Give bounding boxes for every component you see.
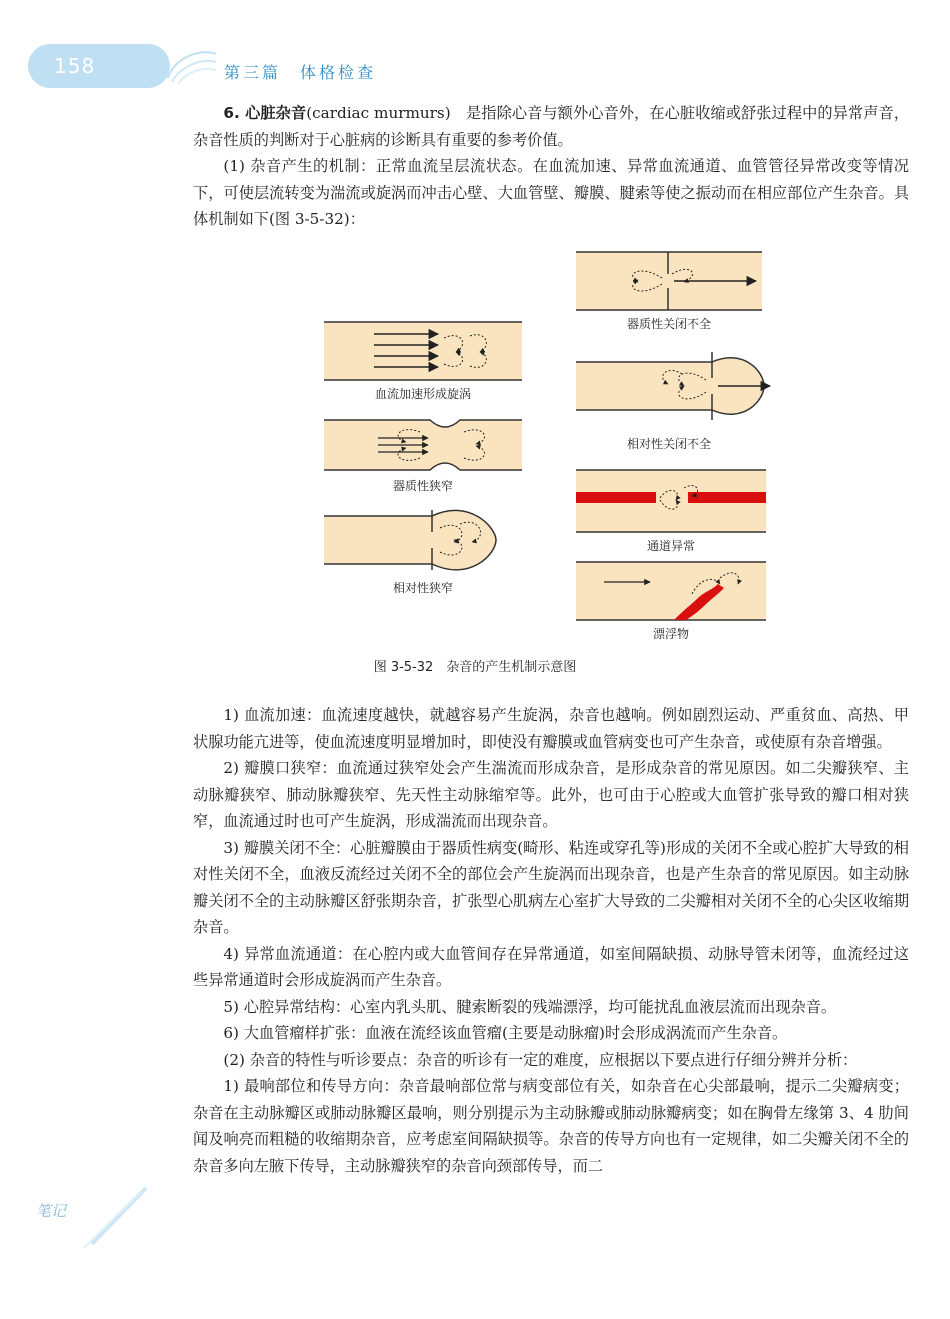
list-item: 3) 瓣膜关闭不全：心脏瓣膜由于器质性病变(畸形、粘连或穿孔等)形成的关闭不全或心腔扩大导致的相对性关闭不全，血液反流经过关闭不全的部位会产生旋涡而出现杂音，也是产生杂音的常见原因。如主动脉瓣关闭不全的主动脉瓣区舒张期杂音，扩张型心肌病左心室扩大导致的二尖瓣相对关闭不全的心尖区收缩期杂音。 — [193, 838, 909, 936]
notes-label: 笔记 — [36, 1202, 67, 1220]
list-item: (2) 杂音的特性与听诊要点：杂音的听诊有一定的难度，应根据以下要点进行仔细分辨并分析： — [223, 1050, 858, 1069]
list-item: 1) 血流加速：血流速度越快，就越容易产生旋涡，杂音也越响。例如剧烈运动、严重贫血、高热、甲状腺功能亢进等，使血流速度明显增加时，即使没有瓣膜或血管病变也可产生杂音，或使原有杂音增强。 — [193, 706, 909, 751]
list-item: 5) 心腔异常结构：心室内乳头肌、腱索断裂的残端漂浮，均可能扰乱血液层流而出现杂音。 — [223, 997, 837, 1016]
label-organic-stenosis: 器质性狭窄 — [392, 479, 454, 493]
section-term: 6. 心脏杂音 — [223, 104, 307, 122]
mechanism-list — [193, 702, 909, 1179]
swirl-decoration-icon — [160, 38, 220, 88]
list-item: 2) 瓣膜口狭窄：血流通过狭窄处会产生湍流而形成杂音，是形成杂音的常见原因。如二尖瓣狭窄、主动脉瓣狭窄、肺动脉瓣狭窄、先天性主动脉缩窄等。此外，也可由于心腔或大血管扩张导致的瓣口相对狭窄，血流通过时也可产生旋涡，形成湍流而出现杂音。 — [193, 759, 909, 830]
page-number-tab — [28, 44, 170, 88]
page-number: 158 — [54, 54, 96, 78]
intro-paragraph-1 — [193, 100, 909, 153]
label-organic-regurgitation: 器质性关闭不全 — [626, 317, 712, 331]
panel-organic-regurgitation — [576, 252, 762, 310]
panel-floating-structure — [576, 562, 766, 620]
list-item: 4) 异常血流通道：在心腔内或大血管间存在异常通道，如室间隔缺损、动脉导管未闭等，血流经过这些异常通道时会形成旋涡而产生杂音。 — [193, 944, 909, 989]
intro-section — [193, 100, 909, 233]
label-floating-structure: 漂浮物 — [652, 627, 690, 641]
panel-accelerated-flow — [324, 322, 522, 380]
murmur-mechanism-figure — [320, 248, 780, 648]
label-abnormal-channel: 通道异常 — [646, 539, 696, 553]
label-relative-regurgitation: 相对性关闭不全 — [626, 437, 712, 451]
figure-caption: 图 3-5-32 杂音的产生机制示意图 — [373, 660, 577, 675]
intro-paragraph-2: (1) 杂音产生的机制：正常血流呈层流状态。在血流加速、异常血流通道、血管管径异常改变等情况下，可使层流转变为湍流或旋涡而冲击心壁、大血管壁、瓣膜、腱索等使之振动而在相应部位产生杂音。具体机制如下(图 3-5-32)： — [193, 157, 909, 228]
label-relative-stenosis: 相对性狭窄 — [392, 581, 454, 595]
list-item: 1) 最响部位和传导方向：杂音最响部位常与病变部位有关，如杂音在心尖部最响，提示二尖瓣病变；杂音在主动脉瓣区或肺动脉瓣区最响，则分别提示为主动脉瓣或肺动脉瓣病变；如在胸骨左缘第 3、4 肋间闻及响亮而粗糙的收缩期杂音，应考虑室间隔缺损等。杂音的传导方向也有一定规律，如二尖瓣关闭不全的杂音多向左腋下传导，主动脉瓣狭窄的杂音向颈部传导，而二 — [193, 1077, 909, 1175]
chapter-title: 第三篇 体格检查 — [224, 63, 377, 82]
panel-relative-regurgitation — [576, 352, 770, 420]
panel-organic-stenosis — [324, 420, 522, 470]
intro-paragraph-1-text: (cardiac murmurs) 是指除心音与额外心音外，在心脏收缩或舒张过程中的异常声音，杂音性质的判断对于心脏病的诊断具有重要的参考价值。 — [193, 104, 910, 149]
list-item: 6) 大血管瘤样扩张：血液在流经该血管瘤(主要是动脉瘤)时会形成涡流而产生杂音。 — [223, 1024, 788, 1042]
panel-abnormal-channel — [576, 470, 766, 532]
label-accelerated-flow: 血流加速形成旋涡 — [374, 387, 472, 401]
panel-relative-stenosis — [324, 510, 496, 570]
